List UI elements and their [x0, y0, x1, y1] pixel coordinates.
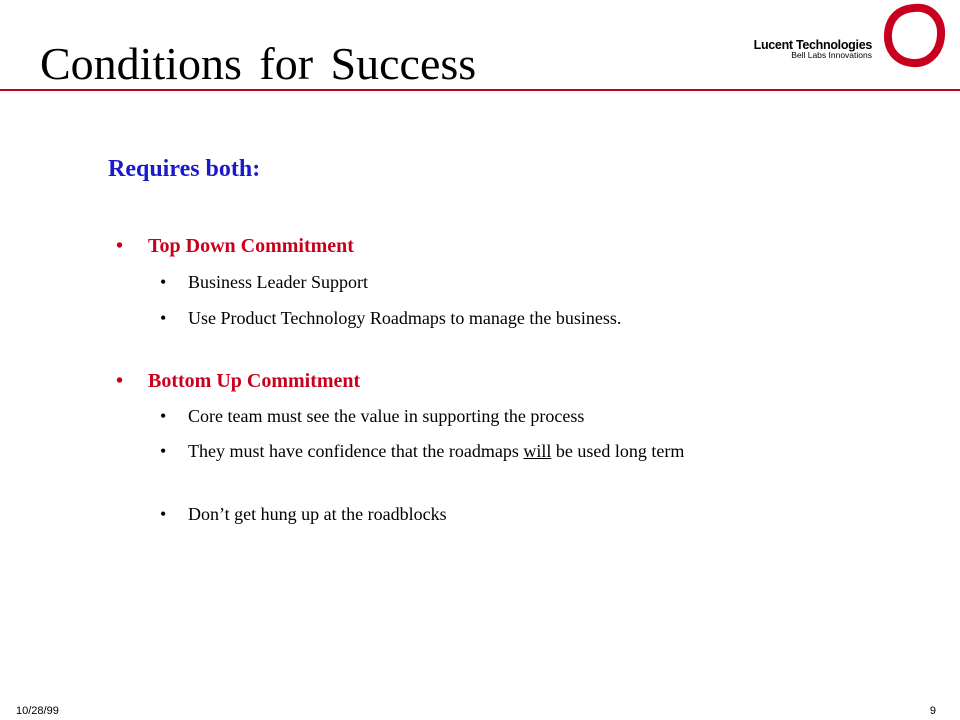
bullet-icon: • — [160, 272, 167, 292]
bullet-icon: • — [116, 370, 124, 392]
list-item — [160, 404, 820, 428]
list-item-text: Core team must see the value in supporting the process — [188, 406, 585, 426]
bullet-icon: • — [160, 406, 167, 426]
section-heading-text: Top Down Commitment — [148, 235, 354, 257]
emphasized-word: will — [523, 441, 552, 461]
list-item — [160, 502, 820, 526]
section-heading-bottom-up — [116, 368, 360, 394]
section-heading-text: Bottom Up Commitment — [148, 370, 361, 392]
logo-wordmark: Lucent Technologies — [753, 38, 872, 52]
innovation-ring-icon — [881, 0, 947, 70]
innovation-ring-stroke — [888, 8, 941, 63]
subheading: Requires both: — [108, 156, 261, 182]
list-item-text-end: be used long term — [551, 441, 685, 461]
section-heading-top-down — [116, 233, 354, 259]
logo-tagline: Bell Labs Innovations — [791, 50, 872, 60]
bullet-icon: • — [160, 308, 167, 328]
list-item — [160, 439, 806, 463]
list-item — [160, 306, 820, 330]
list-item-text: Business Leader Support — [188, 272, 368, 292]
title-divider — [0, 89, 960, 91]
list-item-text — [188, 439, 806, 463]
list-item-text-start: They must have confidence that the roadmaps — [188, 441, 524, 461]
slide-title: Conditions for Success — [40, 38, 477, 89]
footer-date: 10/28/99 — [16, 705, 59, 717]
company-logo — [745, 0, 960, 80]
list-item-text: Use Product Technology Roadmaps to manage the business. — [188, 308, 622, 328]
bullet-icon: • — [116, 235, 124, 257]
list-item — [160, 270, 820, 294]
page-number: 9 — [929, 705, 936, 717]
bullet-icon: • — [160, 441, 167, 461]
bullet-icon: • — [160, 504, 167, 524]
list-item-text: Don’t get hung up at the roadblocks — [188, 504, 447, 524]
